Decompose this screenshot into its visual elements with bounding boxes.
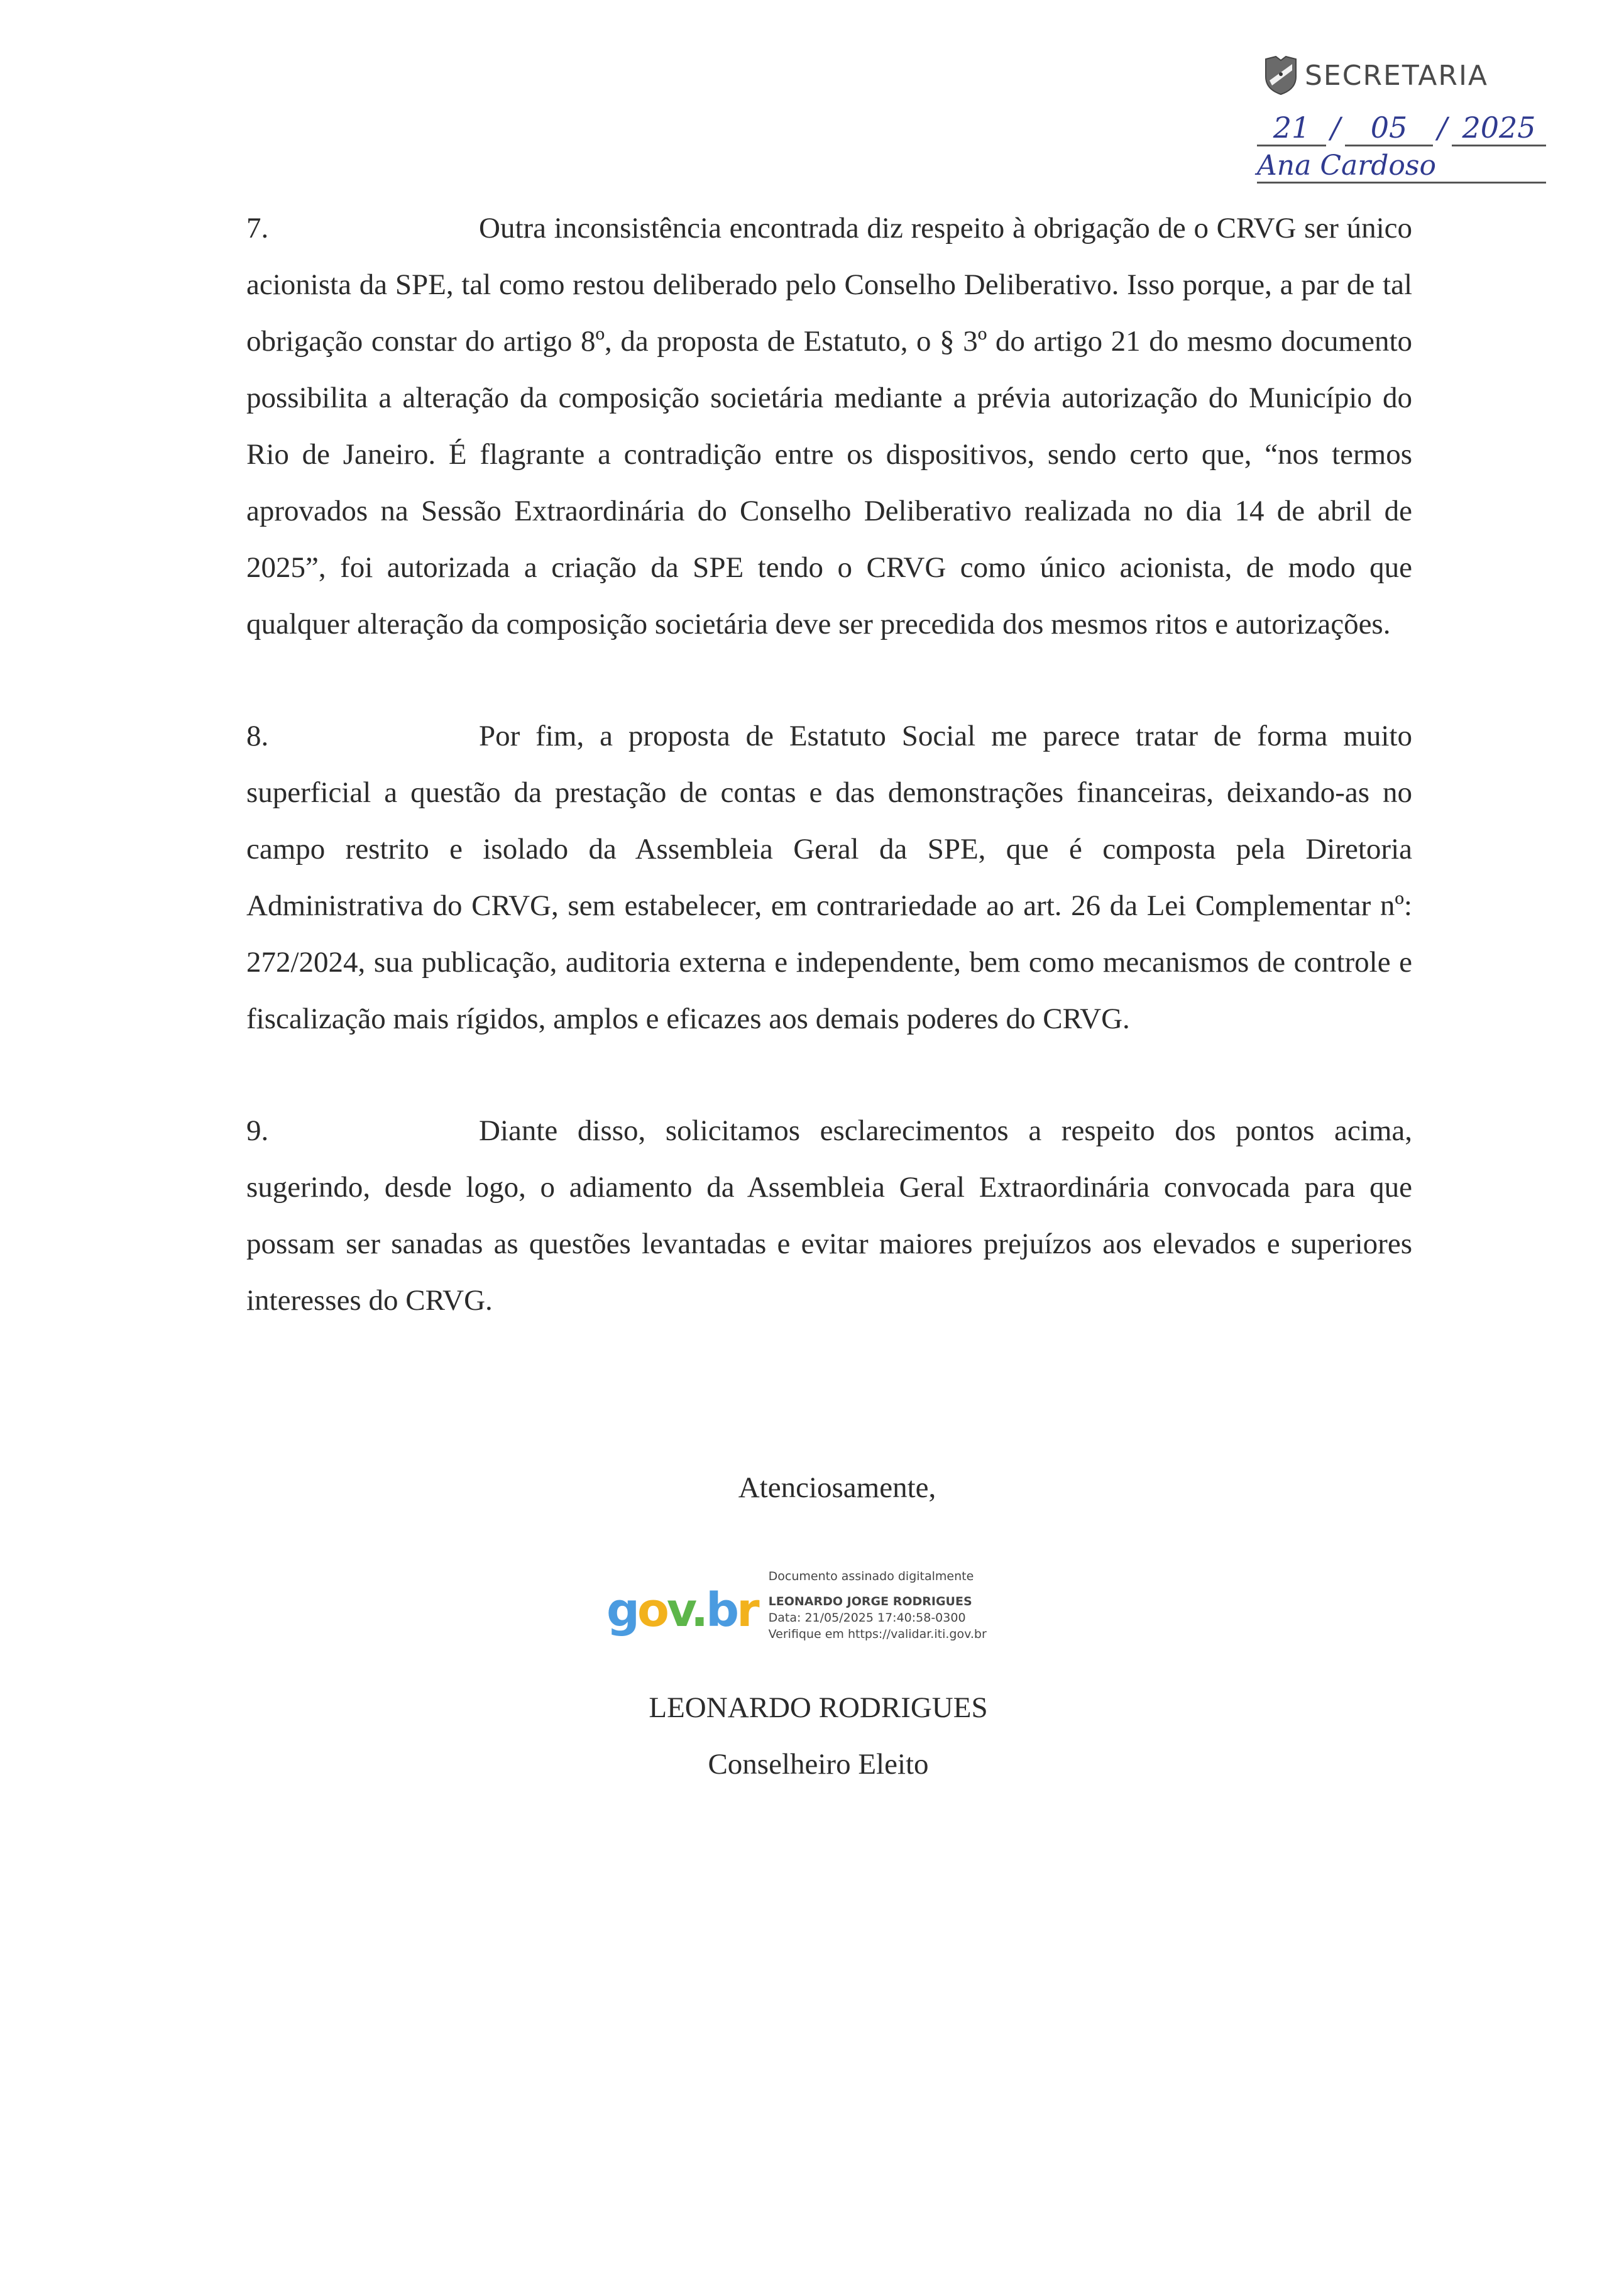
paragraph-text: Por fim, a proposta de Estatuto Social me parece tratar de forma muito superficial a questão da prestação de contas e das demonstrações financeiras, deixando-as no campo restrito e isolado da Assembleia Geral da SPE, que é composta pela Diretoria Administrativa do CRVG, sem estabelecer, em contrariedade ao art. 26 da Lei Complementar nº: 272/2024, sua publicação, auditoria externa e independente, bem como mecanismos de controle e fiscalização mais rígidos, amplos e eficazes aos demais poderes do CRVG. [246,720,1412,1035]
paragraph-7 [246,200,1412,652]
signature-date: Data: 21/05/2025 17:40:58-0300 [768,1611,966,1625]
stamp-date: 21 / 05 / 2025 [1257,111,1552,146]
club-shield-icon [1263,55,1298,96]
signer-name: LEONARDO RODRIGUES [649,1691,988,1724]
closing-greeting: Atenciosamente, [738,1471,936,1504]
paragraph-text: Diante disso, solicitamos esclarecimentos a respeito dos pontos acima, sugerindo, desde logo, o adiamento da Assembleia Geral Extraordinária convocada para que possam ser sanadas as questões levantadas e evitar maiores prejuízos aos elevados e superiores interesses do CRVG. [246,1114,1412,1317]
stamp-header [1263,55,1565,96]
secretaria-stamp [1257,55,1565,187]
paragraph-number: 9. [246,1114,269,1147]
stamp-title: SECRETARIA [1305,59,1489,92]
digital-signature-block [606,1568,987,1642]
signer-role: Conselheiro Eleito [708,1748,929,1781]
paragraph-9 [246,1102,1412,1329]
paragraph-number: 7. [246,212,269,244]
paragraph-number: 8. [246,720,269,752]
stamp-handwritten-signature: Ana Cardoso [1257,150,1546,184]
paragraph-8 [246,708,1412,1047]
stamp-date-year: 2025 [1452,111,1546,146]
document-body [246,200,1412,1384]
signature-signer: LEONARDO JORGE RODRIGUES [768,1595,972,1608]
signature-details [769,1568,987,1642]
stamp-date-day: 21 [1257,111,1326,146]
govbr-logo: gov.br [606,1583,757,1637]
stamp-date-month: 05 [1345,111,1433,146]
paragraph-text: Outra inconsistência encontrada diz respeito à obrigação de o CRVG ser único acionista da SPE, tal como restou deliberado pelo Conselho Deliberativo. Isso porque, a par de tal obrigação constar do artigo 8º, da proposta de Estatuto, o § 3º do artigo 21 do mesmo documento possibilita a alteração da composição societária mediante a prévia autorização do Município do Rio de Janeiro. É flagrante a contradição entre os dispositivos, sendo certo que, “nos termos aprovados na Sessão Extraordinária do Conselho Deliberativo realizada no dia 14 de abril de 2025”, foi autorizada a criação da SPE tendo o CRVG como único acionista, de modo que qualquer alteração da composição societária deve ser precedida dos mesmos ritos e autorizações. [246,212,1412,640]
signature-verify-link[interactable]: Verifique em https://validar.iti.gov.br [768,1627,987,1641]
signature-heading: Documento assinado digitalmente [768,1569,974,1583]
